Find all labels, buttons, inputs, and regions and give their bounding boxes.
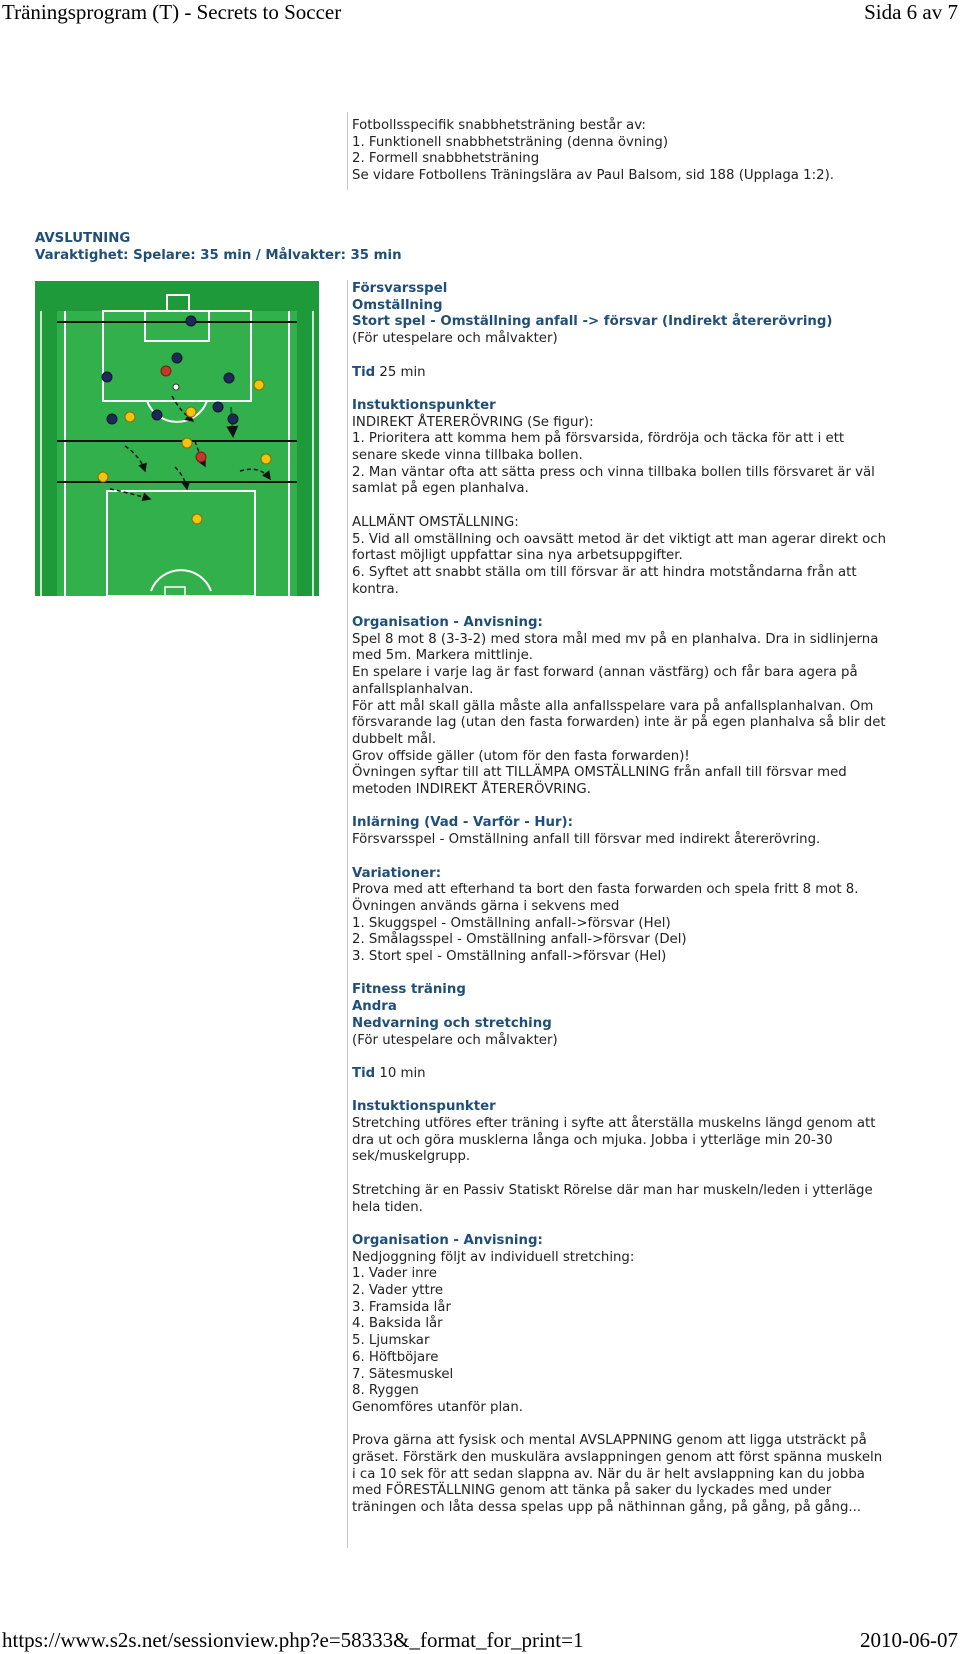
player-yellow (98, 472, 108, 482)
player-dark (213, 402, 223, 412)
ex2-relax-line: i ca 10 sek för att sedan slappna av. När du är helt avslappning kan du jobba (352, 1466, 865, 1482)
ex2-instr-line: Stretching är en Passiv Statiskt Rörelse där man har muskeln/leden i ytterläge (352, 1182, 873, 1198)
player-yellow (125, 412, 135, 422)
ex2-category: Fitness träning (352, 982, 466, 998)
intro-line: 1. Funktionell snabbhetsträning (denna övning) (352, 134, 669, 150)
ex1-learn-line: Försvarsspel - Omställning anfall till försvar med indirekt återerövring. (352, 832, 821, 848)
ex1-general-line: ALLMÄNT OMSTÄLLNING: (352, 514, 519, 530)
ex2-participants: (För utespelare och målvakter) (352, 1032, 558, 1048)
player-yellow (192, 514, 202, 524)
section-duration: Varaktighet: Spelare: 35 min / Målvakter: 35 min (35, 247, 402, 263)
ex1-subcategory: Omställning (352, 297, 443, 313)
ex1-general-line: kontra. (352, 581, 399, 597)
ex2-org-line: 5. Ljumskar (352, 1333, 430, 1349)
ex2-relax-line: gräset. Förstärk den muskulära avslappningen genom att först spänna muskeln (352, 1450, 883, 1466)
ex1-instr-title: Instuktionspunkter (352, 397, 496, 413)
footer-url: https://www.s2s.net/sessionview.php?e=58333&_format_for_print=1 (2, 1628, 584, 1652)
ex2-time-value: 10 min (375, 1065, 426, 1081)
ex1-var-title: Variationer: (352, 865, 442, 881)
ex1-org-line: En spelare i varje lag är fast forward (annan västfärg) och får bara agera på (352, 665, 858, 681)
player-dark (186, 316, 196, 326)
ex2-instr-line: Stretching utföres efter träning i syfte att återställa muskelns längd genom att (352, 1116, 876, 1132)
player-red (161, 366, 171, 376)
ex2-title: Nedvarning och stretching (352, 1015, 552, 1031)
ex2-instr-line: sek/muskelgrupp. (352, 1149, 471, 1165)
ex2-org-line: 1. Vader inre (352, 1266, 437, 1282)
ex2-org-line: 3. Framsida lår (352, 1299, 451, 1315)
ex2-org-line: Nedjoggning följt av individuell stretching: (352, 1249, 635, 1265)
ex1-instr-line: INDIREKT ÅTERERÖVRING (Se figur): (352, 414, 594, 430)
intro-text (352, 118, 942, 185)
intro-line: Fotbollsspecifik snabbhetsträning består av: (352, 118, 646, 133)
ex2-org-line: 8. Ryggen (352, 1383, 419, 1399)
ex1-general-line: 6. Syftet att snabbt ställa om till försvar är att hindra motståndarna från att (352, 564, 857, 580)
player-dark (152, 410, 162, 420)
ex1-var-line: 3. Stort spel - Omställning anfall->försvar (Hel) (352, 949, 667, 965)
ex2-instr-line: dra ut och göra musklerna långa och mjuka. Jobba i ytterläge min 20-30 (352, 1132, 833, 1148)
ex1-org-line: metoden INDIREKT ÅTERERÖVRING. (352, 782, 591, 798)
page-footer (0, 1628, 960, 1654)
player-dark (107, 414, 117, 424)
ex1-general-line: 5. Vid all omställning och oavsätt metod är det viktigt att man agerar direkt och (352, 531, 887, 547)
ex2-instr-title: Instuktionspunkter (352, 1099, 496, 1115)
ex1-org-line: Övningen syftar till att TILLÄMPA OMSTÄLLNING från anfall till försvar med (352, 765, 847, 781)
player-dark (224, 373, 234, 383)
ex2-org-line: 4. Baksida lår (352, 1316, 443, 1332)
ex1-org-line: Spel 8 mot 8 (3-3-2) med stora mål med mv på en planhalva. Dra in sidlinjerna (352, 631, 879, 647)
ex1-var-line: 2. Smålagsspel - Omställning anfall->försvar (Del) (352, 932, 687, 948)
intro-line: 2. Formell snabbhetsträning (352, 151, 540, 167)
ball (173, 384, 179, 390)
ex2-instr-line: hela tiden. (352, 1199, 423, 1215)
ex1-learn-title: Inlärning (Vad - Varför - Hur): (352, 815, 573, 831)
player-dark (102, 372, 112, 382)
ex2-org-line: 7. Sätesmuskel (352, 1366, 454, 1382)
divider-top (347, 112, 348, 190)
ex1-time-value: 25 min (375, 364, 426, 380)
player-yellow (186, 407, 196, 417)
ex1-var-line: Övningen används gärna i sekvens med (352, 898, 620, 914)
ex2-relax-line: Prova gärna att fysisk och mental AVSLAPPNING genom att ligga utsträckt på (352, 1433, 867, 1449)
page-number: Sida 6 av 7 (864, 0, 958, 24)
page-header-title: Träningsprogram (T) - Secrets to Soccer (2, 0, 342, 24)
player-yellow (254, 380, 264, 390)
ex2-org-line: Genomföres utanför plan. (352, 1399, 523, 1415)
ex2-time-label: Tid (352, 1065, 376, 1081)
ex1-var-line: Prova med att efterhand ta bort den fasta forwarden och spela fritt 8 mot 8. (352, 882, 859, 898)
ex1-instr-line: senare skede vinna tillbaka bollen. (352, 448, 583, 463)
ex1-participants: (För utespelare och målvakter) (352, 331, 558, 347)
page-header (0, 0, 960, 26)
ex1-time-label: Tid (352, 364, 376, 380)
footer-date: 2010-06-07 (860, 1628, 958, 1652)
ex1-org-line: försvarande lag (utan den fasta forwarden) inte är på egen planhalva så blir det (352, 715, 886, 731)
ex1-time (352, 365, 922, 382)
player-yellow (182, 438, 192, 448)
ex2-time (352, 1066, 922, 1083)
soccer-field-diagram (35, 281, 319, 596)
divider-main (347, 280, 348, 1548)
ex1-org-line: För att mål skall gälla måste alla anfallsspelare vara på anfallsplanhalvan. Om (352, 698, 874, 714)
ex1-org-line: med 5m. Markera mittlinje. (352, 648, 533, 664)
section-heading (35, 231, 635, 264)
player-yellow (261, 454, 271, 464)
intro-line: Se vidare Fotbollens Träningslära av Paul Balsom, sid 188 (Upplaga 1:2). (352, 168, 834, 184)
player-dark (172, 353, 182, 363)
ex1-instr-line: samlat på egen planhalva. (352, 481, 529, 497)
player-dark (228, 414, 238, 424)
ex1-org-title: Organisation - Anvisning: (352, 615, 543, 630)
ex1-instr-line: 2. Man väntar ofta att sätta press och vinna tillbaka bollen tills försvaret är väl (352, 464, 875, 480)
exercise-content (352, 281, 922, 1517)
ex1-var-line: 1. Skuggspel - Omställning anfall->försvar (Hel) (352, 915, 671, 931)
ex2-org-line: 6. Höftböjare (352, 1349, 439, 1365)
ex1-org-line: dubbelt mål. (352, 731, 437, 747)
ex1-general-line: fortast möjligt uppfattar sina nya arbetsuppgifter. (352, 548, 683, 564)
ex2-subcategory: Andra (352, 999, 397, 1015)
ex1-category: Försvarsspel (352, 281, 448, 296)
player-red (196, 452, 206, 462)
ex2-org-line: 2. Vader yttre (352, 1283, 444, 1299)
ex2-org-title: Organisation - Anvisning: (352, 1232, 543, 1248)
ex1-title: Stort spel - Omställning anfall -> försvar (Indirekt återerövring) (352, 314, 833, 330)
ex2-relax-line: träningen och låta dessa spelas upp på näthinnan gång, på gång, på gång... (352, 1500, 862, 1516)
ex1-org-line: anfallsplanhalvan. (352, 681, 474, 697)
ex1-org-line: Grov offside gäller (utom för den fasta forwarden)! (352, 748, 690, 764)
section-title: AVSLUTNING (35, 231, 131, 246)
ex2-relax-line: med FÖRESTÄLLNING genom att tänka på saker du lyckades med under (352, 1483, 832, 1499)
ex1-instr-line: 1. Prioritera att komma hem på försvarsida, fördröja och täcka för att i ett (352, 431, 845, 447)
